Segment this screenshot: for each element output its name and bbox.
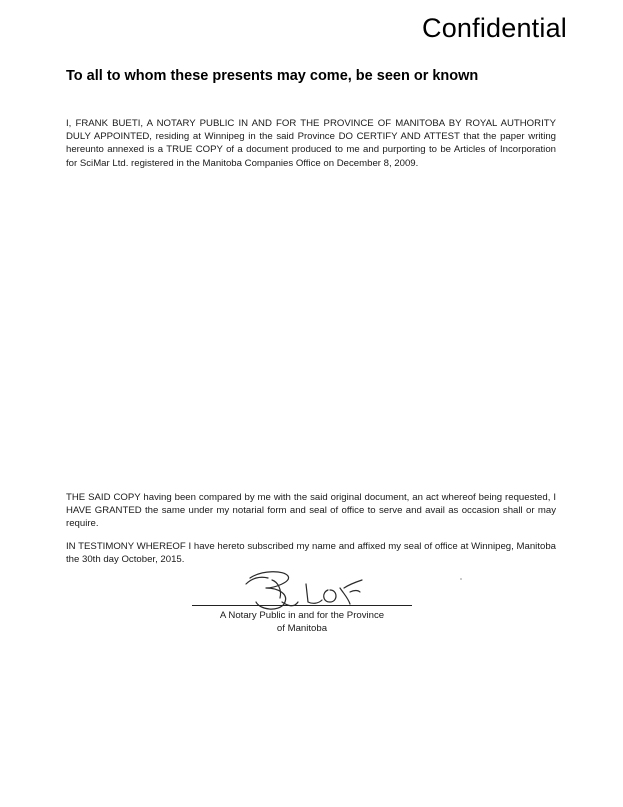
notary-signature (232, 568, 382, 614)
document-heading: To all to whom these presents may come, be seen or known (66, 68, 479, 84)
confidential-label: Confidential (422, 13, 567, 43)
scan-speck (460, 578, 462, 580)
signature-caption-line1: A Notary Public in and for the Province (219, 610, 385, 621)
testimony-paragraph: IN TESTIMONY WHEREOF I have hereto subscribed my name and affixed my seal of office at Winnipeg, Manitoba the 30th day October, 2015. (66, 541, 556, 566)
signature-caption-line2: of Manitoba (276, 622, 328, 634)
signature-caption (192, 610, 412, 635)
granted-paragraph: THE SAID COPY having been compared by me with the said original document, an act whereof being requested, I HAVE GRANTED the same under my notarial form and seal of office to serve and avail as occasion shall or may require. (66, 492, 556, 530)
certify-paragraph: I, FRANK BUETI, A NOTARY PUBLIC IN AND FOR THE PROVINCE OF MANITOBA BY ROYAL AUTHORITY DULY APPOINTED, residing at Winnipeg in the said Province DO CERTIFY AND ATTEST that the paper writing hereunto annexed is a TRUE COPY of a document produced to me and purporting to be Articles of Incorporation for SciMar Ltd. registered in the Manitoba Companies Office on December 8, 2009. (66, 118, 556, 169)
signature-line (192, 605, 412, 606)
